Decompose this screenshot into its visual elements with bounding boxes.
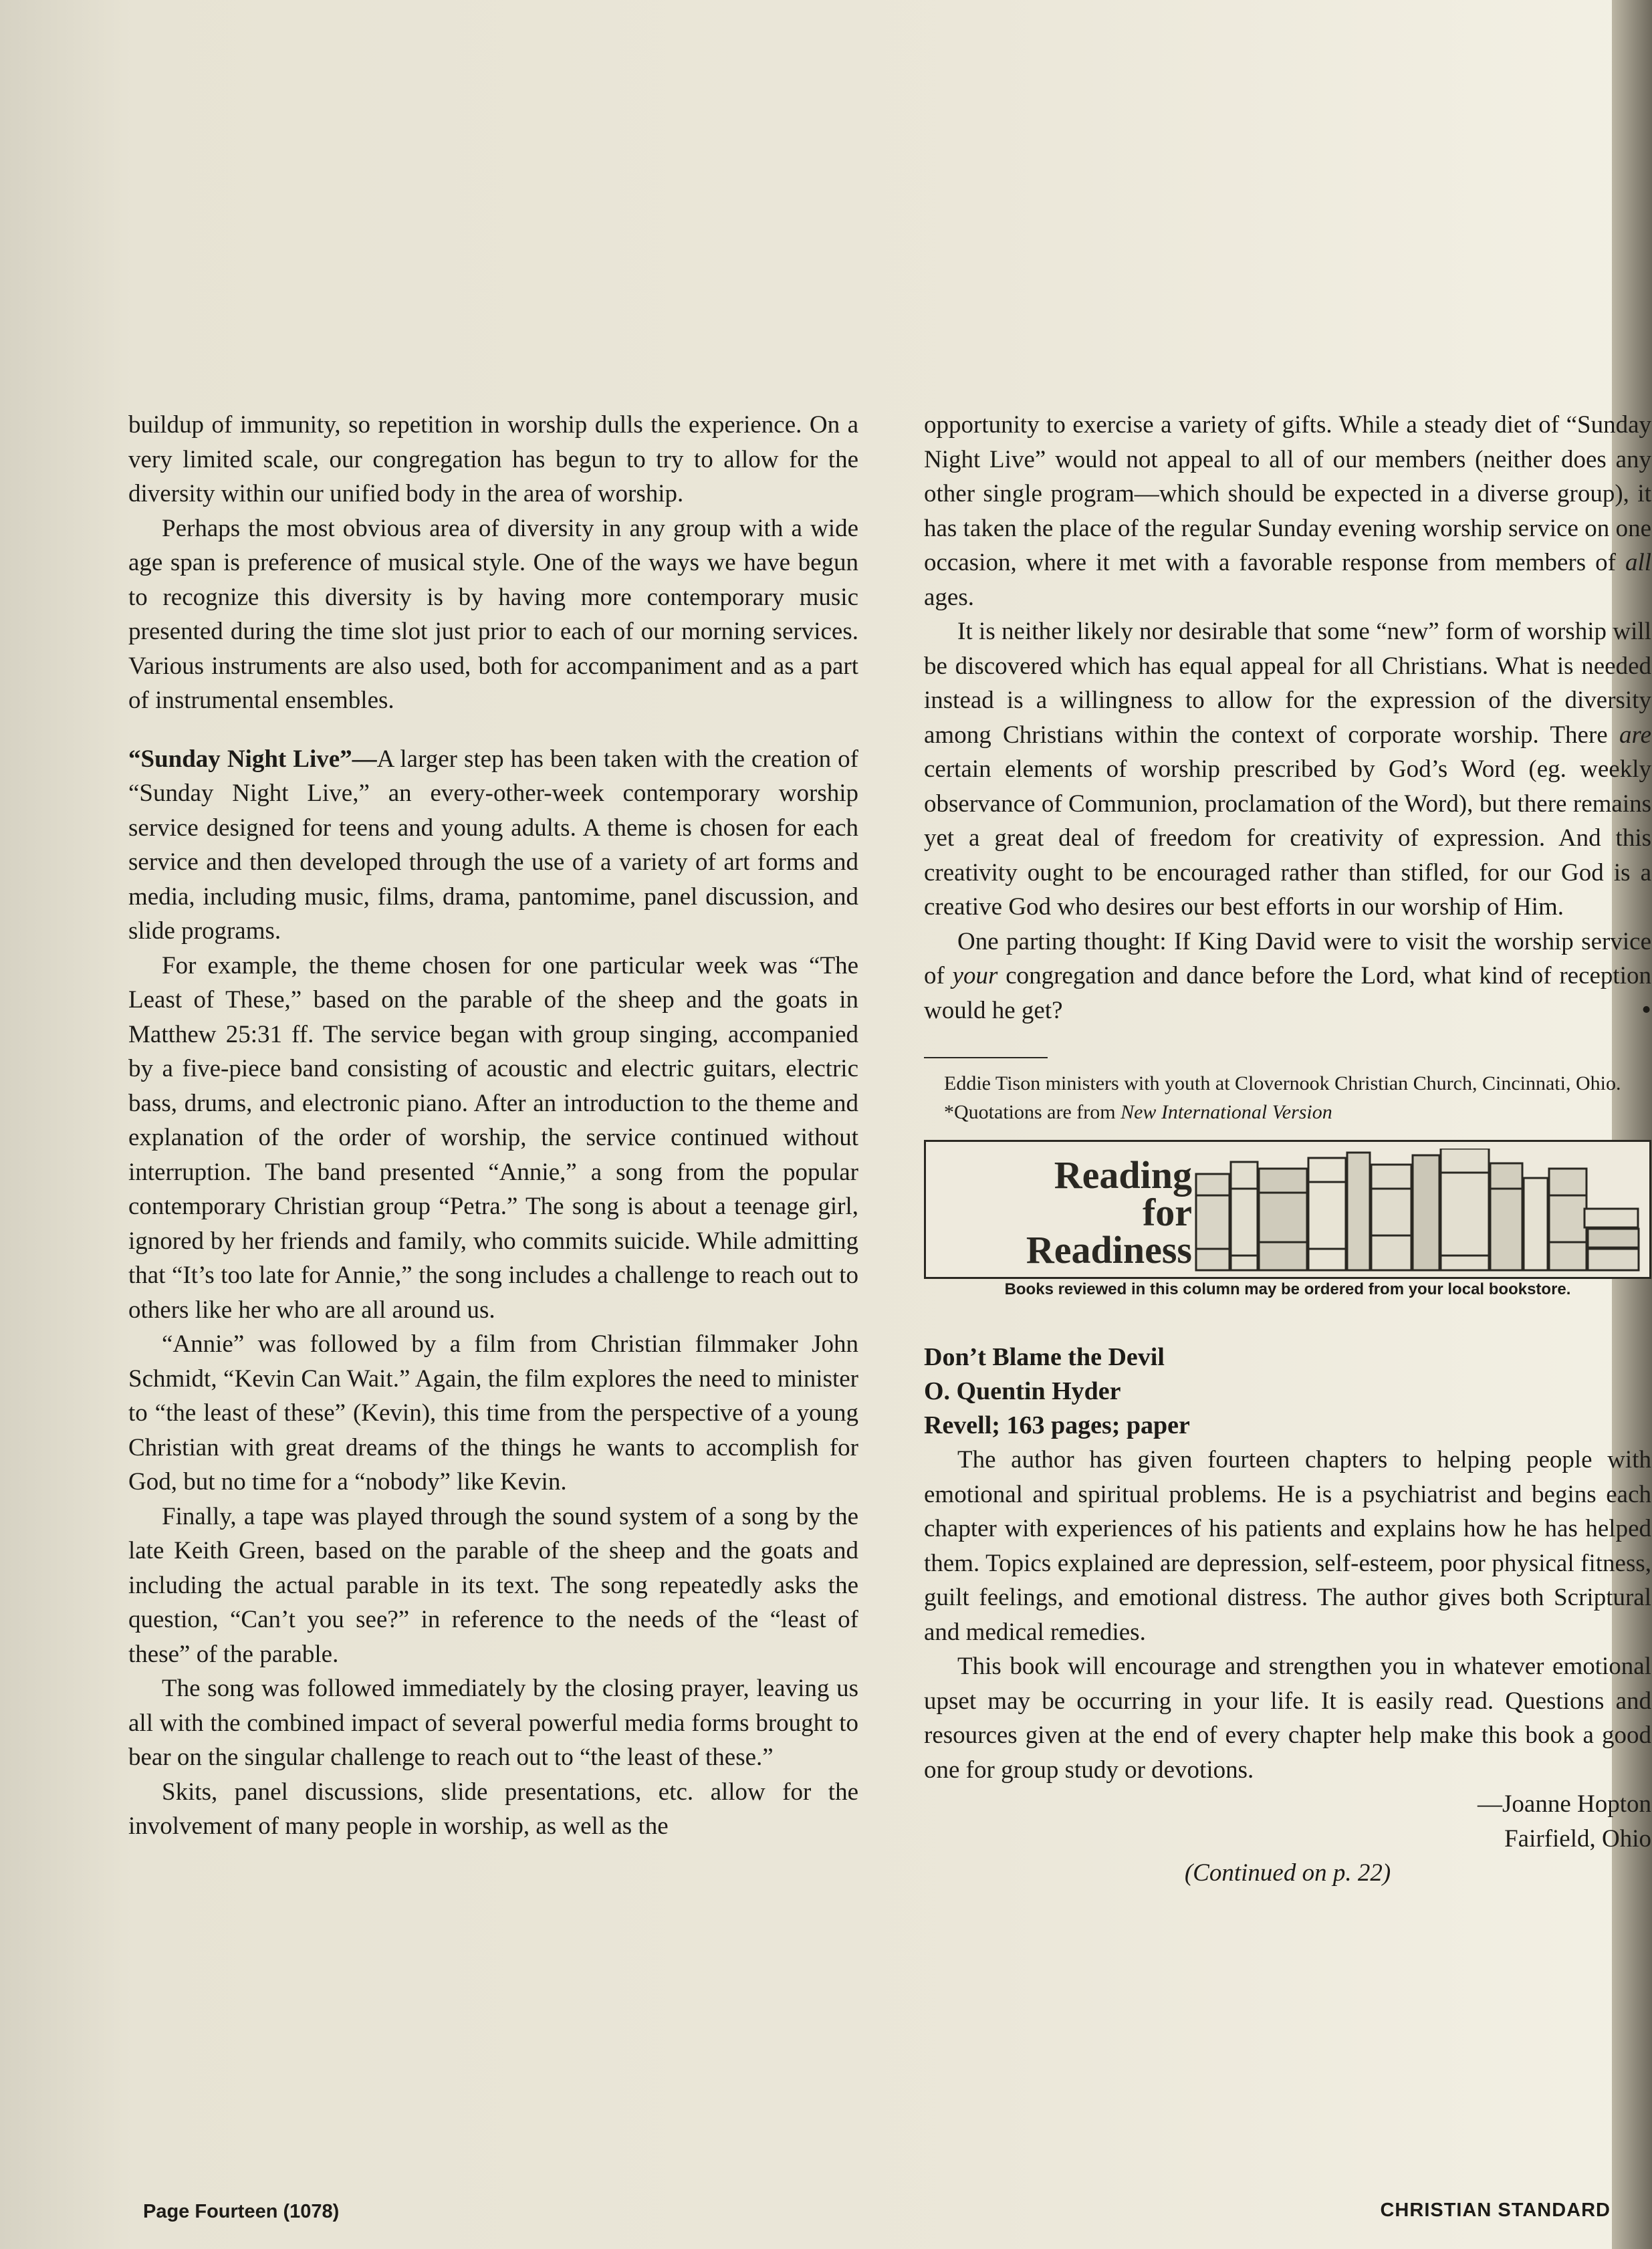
paragraph: [924, 614, 1651, 925]
paragraph: [924, 925, 1651, 1028]
banner-line: for: [1142, 1191, 1192, 1234]
section-paragraph: [128, 742, 858, 949]
paragraph: buildup of immunity, so repetition in worship dulls the experience. On a very limited scale, our congregation has begun to try to allow for the diversity within our unified body in the area of worship.: [128, 411, 858, 507]
text: opportunity to exercise a variety of gifts. While a steady diet of “Sunday Night Live” would not appeal to all of our members (neither does any other single program—which should be expected in a diverse group), it has taken the place of the regular Sunday evening worship service on one occasion, where it met with a favorable response from members of: [924, 411, 1651, 576]
book-author: O. Quentin Hyder: [924, 1377, 1121, 1405]
section-first-text: A larger step has been taken with the creation of “Sunday Night Live,” an every-other-week contemporary worship service designed for teens and young adults. A theme is chosen for each service and then developed through the use of a variety of art forms and media, including music, films, drama, pantomime, panel discussion, and slide programs.: [128, 745, 859, 945]
paragraph: [924, 408, 1651, 614]
review-header: [924, 1340, 1651, 1443]
reading-for-readiness-banner: [924, 1140, 1651, 1279]
text: congregation and dance before the Lord, what kind of reception would he get?: [924, 962, 1651, 1024]
reviewer-name: —Joanne Hopton: [1478, 1790, 1651, 1818]
book-title: Don’t Blame the Devil: [924, 1343, 1165, 1371]
paragraph: Finally, a tape was played through the sound system of a song by the late Keith Green, based on the parable of the sheep and the goats and including the actual parable in its text. The song repeatedly asks the question, “Can’t you see?” in reference to the needs of the “least of these” of the parable.: [128, 1502, 858, 1668]
emphasis: New International Version: [1120, 1101, 1332, 1123]
text: *Quotations are from: [944, 1101, 1121, 1123]
paragraph: For example, the theme chosen for one particular week was “The Least of These,” based on the parable of the sheep and the goats in Matthew 25:31 ff. The service began with group singing, accompanied by a five-piece band consisting of acoustic and electric guitars, electric bass, drums, and electronic piano. After an introduction to the theme and explanation of the order of worship, the service continued without interruption. The band presented “Annie,” a song from the popular contemporary Christian group “Petra.” The song is about a teenage girl, ignored by her friends and family, who commits suicide. While admitting that “It’s too late for Annie,” the song includes a challenge to reach out to others like her who are all around us.: [128, 951, 858, 1324]
continued-note: (Continued on p. 22): [1184, 1859, 1391, 1887]
banner-line: Readiness: [1026, 1228, 1192, 1272]
emphasis: all: [1625, 549, 1651, 576]
text: One parting thought: If King David were to visit the worship service of: [924, 927, 1651, 989]
left-column: [128, 408, 858, 1844]
review-paragraph: The author has given fourteen chapters to helping people with emotional and spiritual problems. He is a psychiatrist and begins each chapter with experiences of his patients and explains how he has helped them. Topics explained are depression, self-esteem, poor physical fitness, guilt feelings, and emotional distress. The author gives both Scriptural and medical remedies.: [924, 1446, 1651, 1646]
reviewer-location: Fairfield, Ohio: [1504, 1824, 1651, 1853]
banner-caption: Books reviewed in this column may be ordered from your local bookstore.: [1004, 1280, 1571, 1298]
paragraph: The song was followed immediately by the closing prayer, leaving us all with the combined impact of several powerful media forms brought to bear on the singular challenge to reach out to “the least of these.”: [128, 1675, 858, 1771]
banner-title: [951, 1153, 1192, 1272]
end-mark: •: [1641, 994, 1651, 1026]
section-heading: “Sunday Night Live”—: [128, 745, 377, 773]
author-footnote: Eddie Tison ministers with youth at Clovernook Christian Church, Cincinnati, Ohio.: [944, 1072, 1621, 1094]
quotations-footnote: [924, 1098, 1651, 1127]
paragraph: Skits, panel discussions, slide presentations, etc. allow for the involvement of many people in worship, as well as the: [128, 1778, 858, 1840]
text: It is neither likely nor desirable that some “new” form of worship will be discovered which has equal appeal for all Christians. What is needed instead is a willingness to allow for the expression of the diversity among Christians within the context of corporate worship. There: [924, 618, 1651, 749]
banner-line: Reading: [1054, 1153, 1192, 1197]
text: certain elements of worship prescribed by God’s Word (eg. weekly observance of Communion, proclamation of the Word), but there remains yet a great deal of freedom for creativity of expression. And this creativity ought to be encouraged rather than stifled, for our God is a creative God who desires our best efforts in our worship of Him.: [924, 755, 1651, 921]
emphasis: your: [952, 962, 998, 989]
magazine-name: CHRISTIAN STANDARD: [1380, 2200, 1611, 2221]
books-illustration-icon: [1193, 1149, 1641, 1273]
emphasis: are: [1619, 721, 1651, 749]
book-publisher: Revell; 163 pages; paper: [924, 1411, 1190, 1439]
paragraph: Perhaps the most obvious area of diversity in any group with a wide age span is preference of musical style. One of the ways we have begun to recognize this diversity is by having more contemporary music presented during the time slot just prior to each of our morning services. Various instruments are also used, both for accompaniment and as a part of instrumental ensembles.: [128, 514, 858, 714]
right-column: [924, 408, 1651, 1891]
text: ages.: [924, 583, 974, 611]
footnote-divider: [924, 1057, 1048, 1058]
paragraph: “Annie” was followed by a film from Christian filmmaker John Schmidt, “Kevin Can Wait.” Again, the film explores the need to minister to “the least of these” (Kevin), this time from the perspective of a young Christian with great dreams of the things he wants to accomplish for God, but no time for a “nobody” like Kevin.: [128, 1330, 858, 1496]
page-number: Page Fourteen (1078): [143, 2201, 340, 2222]
review-paragraph: This book will encourage and strengthen you in whatever emotional upset may be occurring in your life. It is easily read. Questions and resources given at the end of every chapter help make this book a good one for group study or devotions.: [924, 1653, 1651, 1784]
